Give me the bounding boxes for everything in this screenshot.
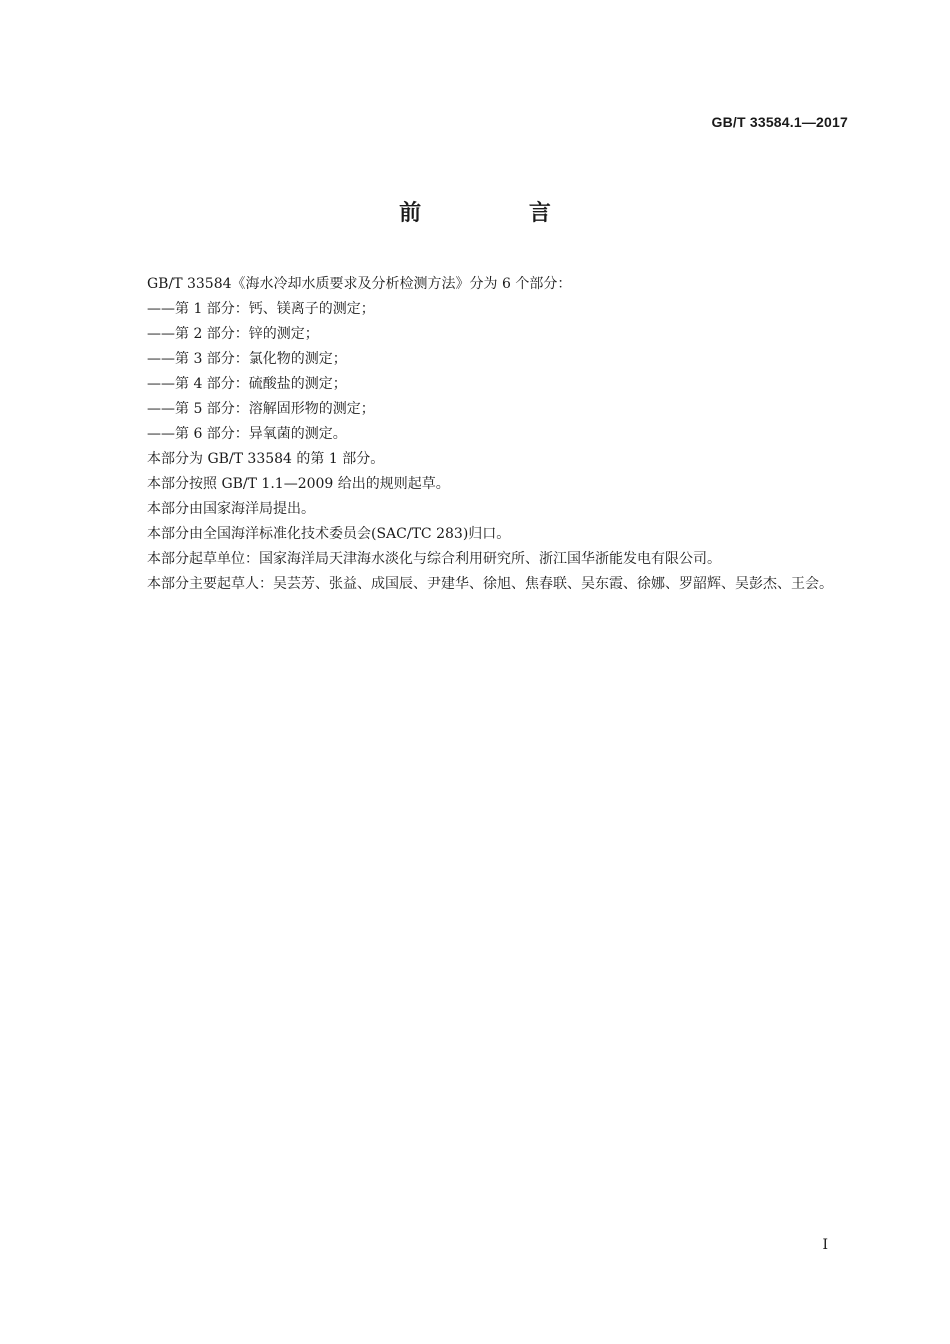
paragraph-drafters: 本部分主要起草人：吴芸芳、张益、成国辰、尹建华、徐旭、焦春联、吴东霞、徐娜、罗韶辉、吴彭杰、王会。 bbox=[147, 576, 833, 592]
paragraph-committee: 本部分由全国海洋标准化技术委员会(SAC/TC 283)归口。 bbox=[147, 526, 511, 542]
paragraph-drafting-units: 本部分起草单位：国家海洋局天津海水淡化与综合利用研究所、浙江国华浙能发电有限公司。 bbox=[147, 551, 721, 567]
paragraph-part-5: ——第 5 部分：溶解固形物的测定； bbox=[147, 401, 375, 417]
paragraph-part-3: ——第 3 部分：氯化物的测定； bbox=[147, 351, 347, 367]
paragraph-part-2: ——第 2 部分：锌的测定； bbox=[147, 326, 319, 342]
standard-number: GB/T 33584.1—2017 bbox=[711, 114, 848, 130]
paragraph-part-4: ——第 4 部分：硫酸盐的测定； bbox=[147, 376, 347, 392]
foreword-body bbox=[115, 272, 855, 597]
paragraph-proposer: 本部分由国家海洋局提出。 bbox=[147, 501, 315, 517]
page-number: I bbox=[822, 1237, 828, 1253]
paragraph-part-6: ——第 6 部分：异氧菌的测定。 bbox=[147, 426, 347, 442]
paragraph-intro: GB/T 33584《海水冷却水质要求及分析检测方法》分为 6 个部分： bbox=[147, 276, 572, 292]
page-title: 前 言 bbox=[399, 201, 601, 226]
paragraph-part-1: ——第 1 部分：钙、镁离子的测定； bbox=[147, 301, 375, 317]
paragraph-scope: 本部分为 GB/T 33584 的第 1 部分。 bbox=[147, 451, 385, 467]
paragraph-drafting-rules: 本部分按照 GB/T 1.1—2009 给出的规则起草。 bbox=[147, 476, 450, 492]
